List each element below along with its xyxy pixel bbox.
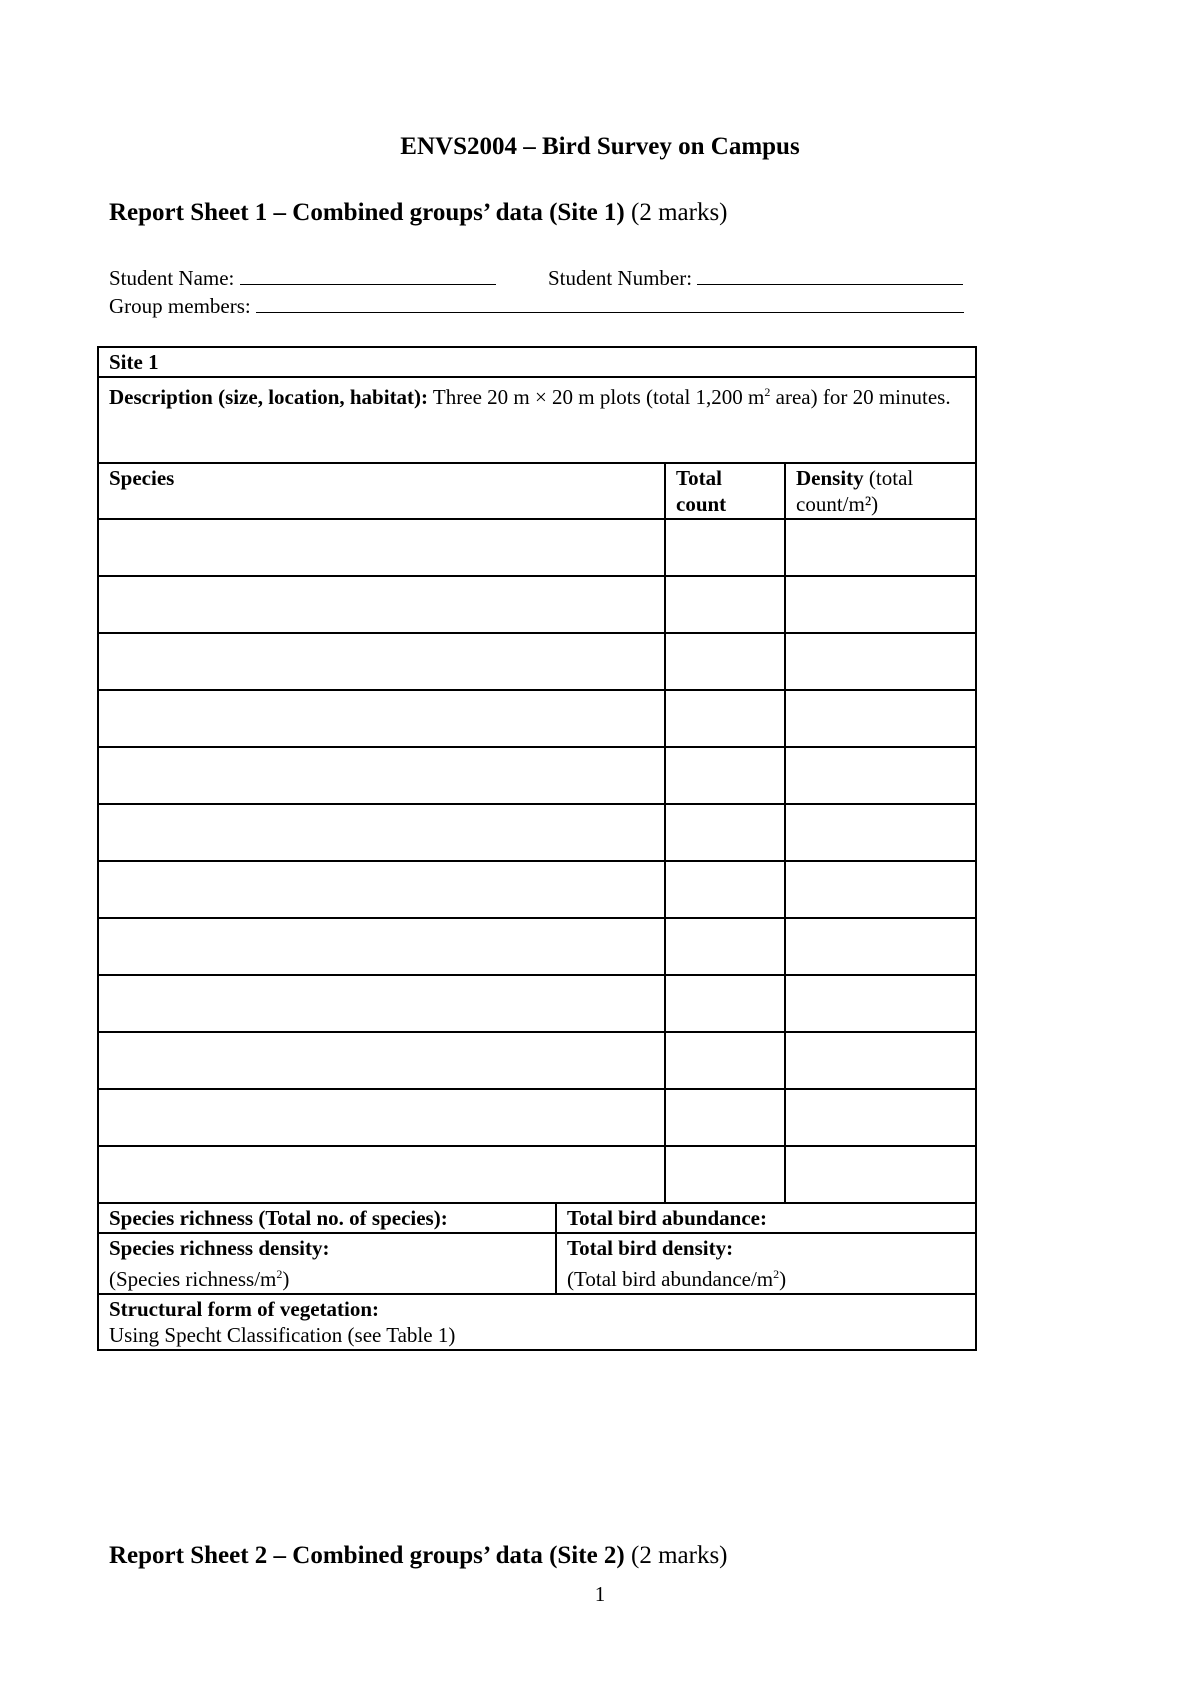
description-label: Description (size, location, habitat): (109, 385, 429, 409)
student-name-label: Student Name: (109, 266, 235, 290)
species-cell[interactable] (98, 1089, 665, 1146)
density-cell[interactable] (785, 690, 976, 747)
report-sheet-2-title: Report Sheet 2 – Combined groups’ data (Site 2) (109, 1542, 625, 1569)
report-sheet-2-heading (109, 1542, 728, 1570)
species-cell[interactable] (98, 576, 665, 633)
total-bird-abundance-label: Total bird abundance: (556, 1203, 976, 1233)
report-sheet-1-marks: (2 marks) (631, 199, 728, 226)
density-cell[interactable] (785, 519, 976, 576)
site-label: Site 1 (98, 347, 976, 377)
species-cell[interactable] (98, 747, 665, 804)
species-row (98, 1089, 976, 1146)
total-count-cell[interactable] (665, 747, 785, 804)
species-cell[interactable] (98, 633, 665, 690)
group-members-blank[interactable] (256, 292, 964, 313)
species-row (98, 1146, 976, 1203)
species-row (98, 576, 976, 633)
density-cell[interactable] (785, 918, 976, 975)
total-count-cell[interactable] (665, 975, 785, 1032)
density-cell[interactable] (785, 1089, 976, 1146)
structural-form-note: Using Specht Classification (see Table 1) (109, 1323, 456, 1347)
structural-form-label: Structural form of vegetation: (109, 1297, 380, 1321)
total-count-column-header: Total count (665, 463, 785, 519)
density-cell[interactable] (785, 975, 976, 1032)
species-cell[interactable] (98, 918, 665, 975)
species-cell[interactable] (98, 519, 665, 576)
density-cell[interactable] (785, 861, 976, 918)
document-title: ENVS2004 – Bird Survey on Campus (400, 133, 800, 160)
total-count-cell[interactable] (665, 861, 785, 918)
density-column-header: Density (total count/m²) (785, 463, 976, 519)
species-richness-label: Species richness (Total no. of species): (98, 1203, 556, 1233)
species-row (98, 804, 976, 861)
group-members-label: Group members: (109, 294, 251, 318)
site-description (98, 377, 976, 463)
species-richness-density-cell (98, 1233, 556, 1294)
total-count-cell[interactable] (665, 519, 785, 576)
density-cell[interactable] (785, 804, 976, 861)
site-1-data-table (97, 346, 977, 1351)
total-count-cell[interactable] (665, 690, 785, 747)
total-bird-density-note: (Total bird abundance/$m^2$) (567, 1267, 787, 1291)
total-count-cell[interactable] (665, 1089, 785, 1146)
student-name-blank[interactable] (240, 264, 496, 285)
total-bird-density-cell (556, 1233, 976, 1294)
student-number-field (548, 264, 963, 291)
total-count-cell[interactable] (665, 1146, 785, 1203)
species-row (98, 1032, 976, 1089)
report-sheet-1-heading (109, 199, 728, 227)
species-richness-density-label: Species richness density: (109, 1236, 330, 1260)
student-name-field (109, 264, 496, 291)
species-row (98, 690, 976, 747)
page-number: 1 (594, 1582, 606, 1606)
group-members-field (109, 292, 964, 319)
structural-form-cell (98, 1294, 976, 1350)
report-sheet-2-marks: (2 marks) (631, 1542, 728, 1569)
density-cell[interactable] (785, 1146, 976, 1203)
student-number-label: Student Number: (548, 266, 693, 290)
species-cell[interactable] (98, 861, 665, 918)
species-cell[interactable] (98, 1032, 665, 1089)
species-row (98, 633, 976, 690)
report-sheet-1-title: Report Sheet 1 – Combined groups’ data (Site 1) (109, 199, 625, 226)
total-count-cell[interactable] (665, 1032, 785, 1089)
density-cell[interactable] (785, 633, 976, 690)
species-column-header: Species (98, 463, 665, 519)
density-cell[interactable] (785, 1032, 976, 1089)
species-cell[interactable] (98, 975, 665, 1032)
student-number-blank[interactable] (697, 264, 963, 285)
species-cell[interactable] (98, 804, 665, 861)
species-row (98, 975, 976, 1032)
species-row (98, 918, 976, 975)
total-count-cell[interactable] (665, 918, 785, 975)
total-count-cell[interactable] (665, 576, 785, 633)
species-row (98, 747, 976, 804)
total-count-cell[interactable] (665, 804, 785, 861)
density-cell[interactable] (785, 747, 976, 804)
density-cell[interactable] (785, 576, 976, 633)
description-text: Three 20 m × 20 m plots (total 1,200 $m^2$ area) for 20 minutes. (432, 385, 951, 409)
species-cell[interactable] (98, 1146, 665, 1203)
species-row (98, 519, 976, 576)
species-richness-density-note: (Species richness/$m^2$) (109, 1267, 290, 1291)
species-cell[interactable] (98, 690, 665, 747)
total-bird-density-label: Total bird density: (567, 1236, 734, 1260)
total-count-cell[interactable] (665, 633, 785, 690)
species-row (98, 861, 976, 918)
